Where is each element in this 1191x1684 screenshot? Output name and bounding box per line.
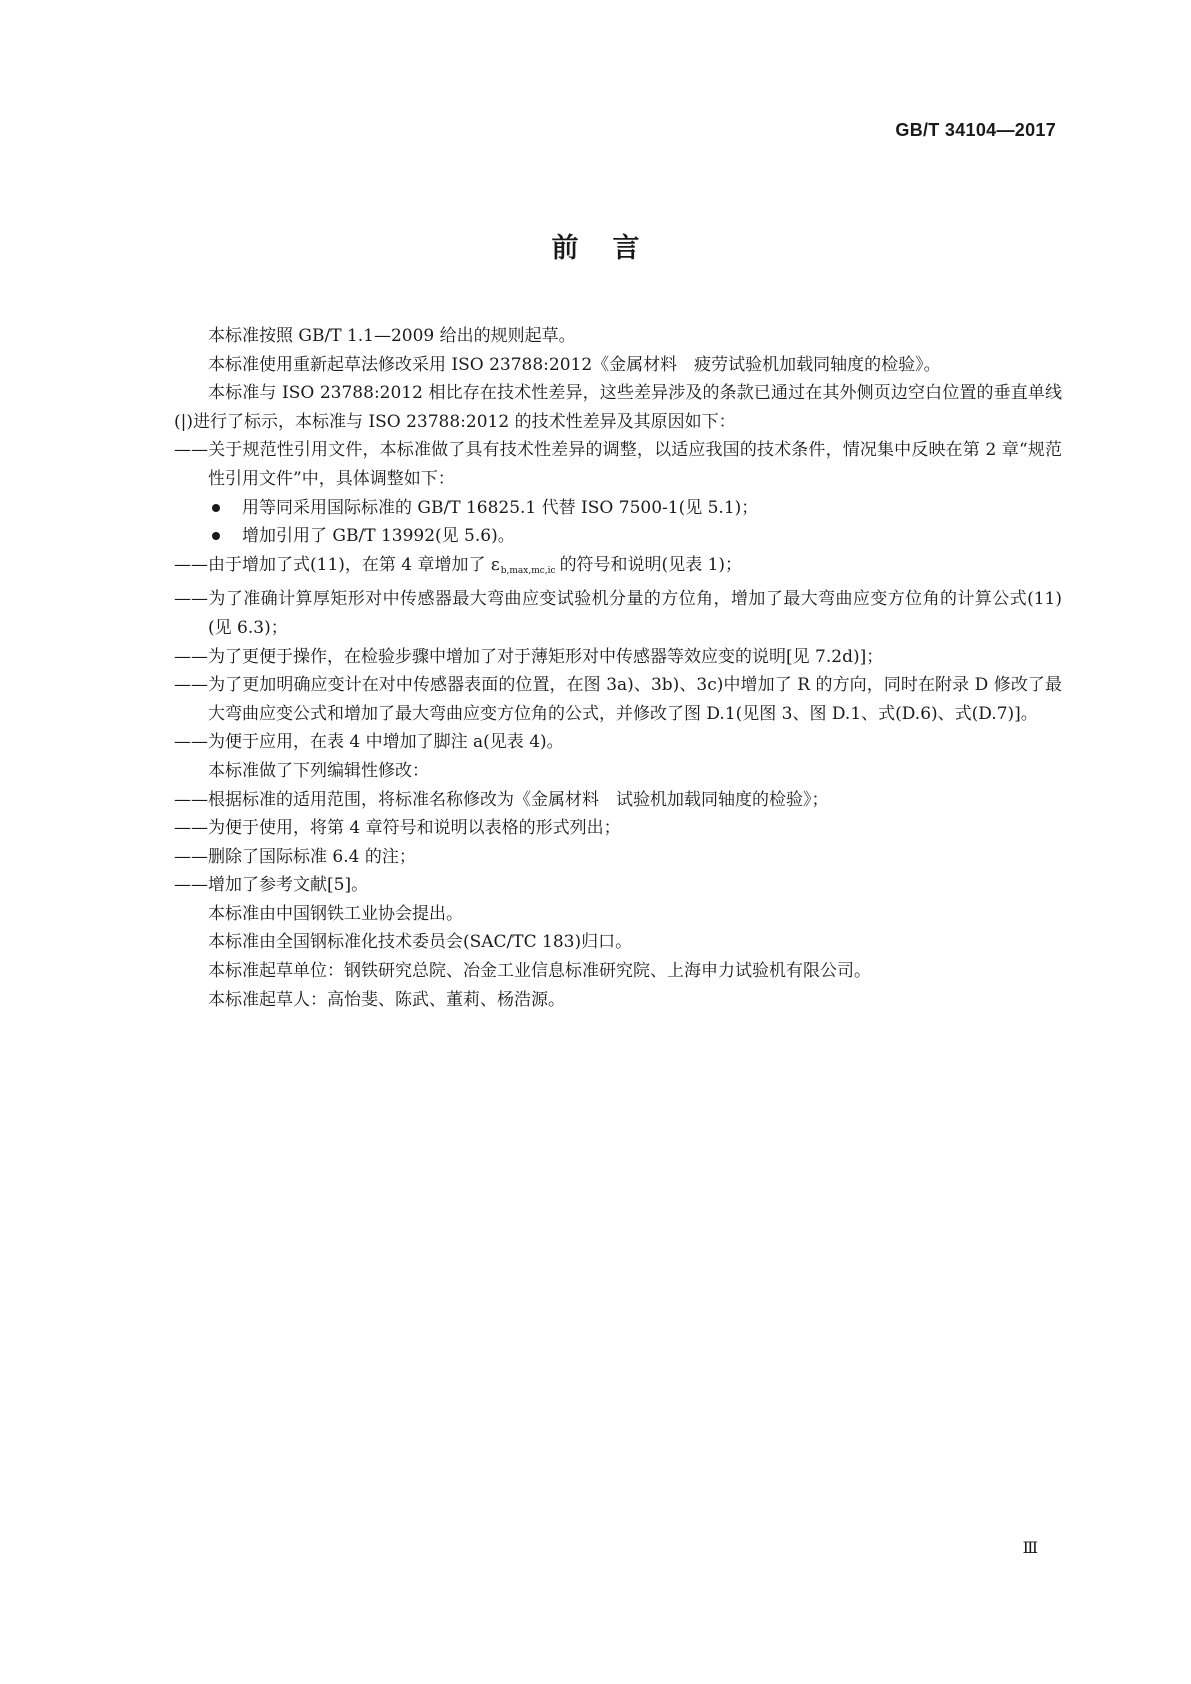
dash-mark: —— [174, 875, 208, 896]
dash-mark: —— [174, 440, 208, 461]
dash-mark: —— [174, 818, 208, 839]
dash-item-footnote [174, 728, 1062, 757]
dash-item-title-change [174, 786, 1062, 815]
dash-item-text: 根据标准的适用范围，将标准名称修改为《金属材料 试验机加载同轴度的检验》； [208, 789, 829, 810]
paragraph-editorial-changes: 本标准做了下列编辑性修改： [208, 760, 429, 781]
dash-mark: —— [174, 646, 208, 667]
dash-item-formula-11 [174, 551, 1062, 586]
dash-item-text: 为便于应用，在表 4 中增加了脚注 a(见表 4)。 [208, 732, 564, 753]
dash-item-text: 为了准确计算厚矩形对中传感器最大弯曲应变试验机分量的方位角，增加了最大弯曲应变方位角的计算公式(11)(见 6.3)； [208, 589, 1062, 638]
bullet-item-gbt13992 [174, 522, 1062, 551]
epsilon-subscript: b,max,mc,ic [500, 565, 556, 576]
dash-item-azimuth-formula [174, 585, 1062, 642]
bullet-item-text: 增加引用了 GB/T 13992(见 5.6)。 [242, 526, 515, 547]
paragraph-adoption-method: 本标准使用重新起草法修改采用 ISO 23788:2012《金属材料 疲劳试验机加载同轴度的检验》。 [208, 354, 941, 375]
dash-item-text: 增加了参考文献[5]。 [208, 875, 369, 896]
dash-mark: —— [174, 554, 208, 575]
page-title: 前言 [551, 233, 674, 264]
dash-item-note-removed [174, 843, 1062, 872]
dash-item-text: 为了更便于操作，在检验步骤中增加了对于薄矩形对中传感器等效应变的说明[见 7.2d)]； [208, 646, 884, 667]
bullet-item-text: 用等同采用国际标准的 GB/T 16825.1 代替 ISO 7500-1(见 5.1)； [242, 497, 759, 518]
dash-mark: —— [174, 789, 208, 810]
dash-item-text-cont: 的符号和说明(见表 1)； [559, 554, 743, 575]
paragraph-drafting-units: 本标准起草单位：钢铁研究总院、冶金工业信息标准研究院、上海申力试验机有限公司。 [208, 961, 871, 982]
dash-item-text: 关于规范性引用文件，本标准做了具有技术性差异的调整，以适应我国的技术条件，情况集中反映在第 2 章“规范性引用文件”中，具体调整如下： [208, 440, 1062, 489]
dash-item-symbol-table [174, 814, 1062, 843]
dash-item-strain-gauge-position [174, 671, 1062, 728]
paragraph-technical-differences: 本标准与 ISO 23788:2012 相比存在技术性差异，这些差异涉及的条款已通过在其外侧页边空白位置的垂直单线(|)进行了标示，本标准与 ISO 23788:2012 的技术性差异及其原因如下： [174, 383, 1062, 432]
dash-mark: —— [174, 846, 208, 867]
dash-item-text: 由于增加了式(11)，在第 4 章增加了 ε [208, 554, 500, 575]
dash-mark: —— [174, 589, 208, 610]
dash-item-equivalent-strain [174, 643, 1062, 672]
foreword-body [174, 322, 1062, 1014]
bullet-dot-icon [212, 504, 220, 512]
dash-item-text: 删除了国际标准 6.4 的注； [208, 846, 416, 867]
paragraph-committee: 本标准由全国钢标准化技术委员会(SAC/TC 183)归口。 [208, 932, 633, 953]
dash-item-text: 为便于使用，将第 4 章符号和说明以表格的形式列出； [208, 818, 621, 839]
bullet-item-gbt16825 [174, 494, 1062, 523]
dash-item-normative-references [174, 436, 1062, 493]
dash-item-text: 为了更加明确应变计在对中传感器表面的位置，在图 3a)、3b)、3c)中增加了 R 的方向，同时在附录 D 修改了最大弯曲应变公式和增加了最大弯曲应变方位角的公式，并修改了图 D.1(见图 3、图 D.1、式(D.6)、式(D.7)]。 [208, 675, 1062, 724]
dash-item-bibliography [174, 871, 1062, 900]
bullet-dot-icon [212, 532, 220, 540]
standard-code: GB/T 34104—2017 [895, 120, 1056, 140]
paragraph-proposer: 本标准由中国钢铁工业协会提出。 [208, 903, 463, 924]
dash-mark: —— [174, 675, 208, 696]
paragraph-drafting-rules: 本标准按照 GB/T 1.1—2009 给出的规则起草。 [208, 326, 576, 346]
dash-mark: —— [174, 732, 208, 753]
page-number: Ⅲ [1022, 1538, 1038, 1557]
paragraph-drafters: 本标准起草人：高怡斐、陈武、董莉、杨浩源。 [208, 989, 565, 1010]
